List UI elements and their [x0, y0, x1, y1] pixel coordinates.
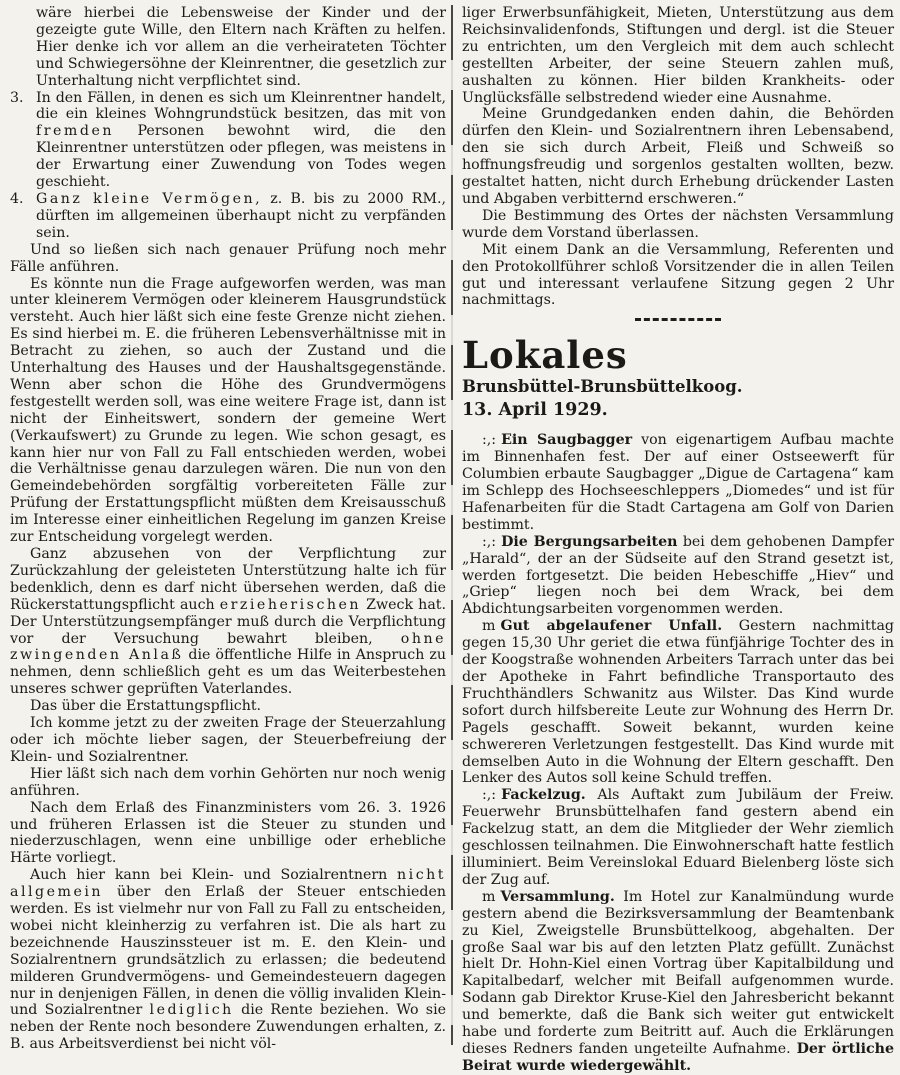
- paragraph: [462, 208, 894, 242]
- text-segment: wäre hierbei die Lebensweise der Kinder und der gezeigte gute Wille, den Eltern nach Kräften zu helfen. Hier denke ich vor allem an die verheirateten Töchter und Schwiegersöhne der Kleinrentner, die gesetzlich zur Unterhaltung nicht verpflichtet sind.: [36, 5, 446, 89]
- text-segment: Und so ließen sich nach genauer Prüfung noch mehr Fälle anführen.: [10, 241, 446, 275]
- article-continuation: [462, 5, 894, 309]
- lokales-subtitle: Brunsbüttel-Brunsbüttelkoog.: [462, 377, 743, 397]
- text-segment: ohne zwingenden Anlaß: [10, 630, 446, 664]
- paragraph: [36, 5, 446, 90]
- text-segment: Ganz abzusehen von der Verpflichtung zur Zurückzahlung der geleisteten Unterstützung halte ich für bedenklich, denn es darf nicht übersehen werden, daß die Rückerstattungspflicht auch: [10, 546, 446, 613]
- news-item: [462, 787, 894, 888]
- text-segment: Personen bewohnt wird, die den Kleinrentner unterstützen oder pflegen, was meistens in der Erwartung einer Zuwendung von Todes wegen geschieht.: [36, 123, 446, 191]
- item-marker: :,:: [482, 787, 497, 804]
- paragraph: [10, 276, 446, 547]
- numbered-item: [10, 190, 447, 242]
- right-column: [460, 5, 896, 1074]
- item-lead: Ein Saugbagger: [501, 432, 633, 449]
- numbered-item: [10, 89, 446, 191]
- text-segment: die öffentliche Hilfe in Anspruch zu nehmen, denn schließlich geht es um das Weiterbestehen unseres schwer geprüften Vaterlandes.: [10, 647, 446, 698]
- item-marker: :,:: [482, 432, 497, 449]
- text-segment: Gestern nachmittag gegen 15,30 Uhr geriet die etwa fünfjährige Tochter des in der Koogstraße wohnenden Arbeiters Tarrach unter das bei der Apotheke in Fahrt befindliche Transportauto des Fruchthändlers Schwanitz aus Wilster. Das Kind wurde sofort durch hilfsbereite Leute zur Wohnung des Herrn Dr. Pagels geschafft. Soweit bekannt, wurden keine schwereren Verletzungen festgestellt. Das Kind wurde mit demselben Auto in die Wohnung der Eltern geschafft. Den Lenker des Autos soll keine Schuld treffen.: [462, 618, 894, 787]
- text-segment: z. B. bis zu 2000 RM., dürften im allgemeinen überhaupt nicht zu verpfänden sein.: [36, 190, 447, 241]
- item-lead: Die Bergungsarbeiten: [501, 533, 678, 550]
- paragraph: [10, 867, 446, 1053]
- lokales-header: [462, 335, 894, 422]
- text-segment: erzieherischen: [219, 596, 362, 613]
- column-divider-rule: [451, 5, 453, 1045]
- text-segment: Ich komme jetzt zu der zweiten Frage der Steuerzahlung oder ich möchte lieber sagen, der Steuerbefreiung der Klein- und Sozialrentner.: [10, 715, 446, 765]
- paragraph: [462, 5, 894, 106]
- lokales-title: Lokales: [462, 333, 628, 378]
- item-marker: m: [482, 618, 496, 635]
- text-segment: Nach dem Erlaß des Finanzministers vom 26. 3. 1926 und früheren Erlassen ist die Steuer zu stunden und niederzuschlagen, wenn eine unbillige oder erhebliche Härte vorliegt.: [10, 799, 446, 867]
- text-segment: Auch hier kann bei Klein- und Sozialrentnern: [30, 867, 398, 884]
- paragraph: [10, 546, 446, 698]
- paragraph: [10, 766, 446, 800]
- text-segment: über den Erlaß der Steuer entschieden werden. Es ist vielmehr nur von Fall zu Fall zu entscheiden, wobei nicht kleinherzig zu verfahren ist. Die als hart zu bezeichnende Hauszinssteuer ist m. E. den Klein- und Sozialrentnern grundsätzlich zu erlassen; die bedeutend milderen Grundvermögens- und Gemeindesteuern dagegen nur in denjenigen Fällen, in denen die völlig invaliden Klein- und Sozialrentner: [10, 884, 446, 1019]
- text-segment: bei dem gehobenen Dampfer „Harald“, der an der Südseite auf den Strand gesetzt ist, werden fortgesetzt. Die beiden Hebeschiffe „Hiev“ und „Griep“ liegen noch bei dem Wrack, bei dem Abdichtungsarbeiten vorgenommen werden.: [462, 533, 894, 618]
- item-lead: Versammlung.: [500, 888, 615, 905]
- text-segment: fremden: [36, 123, 114, 140]
- section-divider: [635, 318, 721, 321]
- item-lead: Fackelzug.: [501, 787, 586, 804]
- news-item: [462, 432, 894, 533]
- text-segment: In den Fällen, in denen es sich um Kleinrentner handelt, die ein kleines Wohngrundstück besitzen, das mit von: [36, 89, 446, 123]
- item-lead: Gut abgelaufener Unfall.: [500, 618, 723, 635]
- text-segment: Der örtliche Beirat wurde wiedergewählt.: [462, 1040, 894, 1074]
- text-segment: die Rente beziehen. Wo sie neben der Rente noch besondere Zuwendungen erhalten, z. B. aus Arbeitsverdienst bei nicht völ-: [10, 1002, 446, 1053]
- text-segment: Hier läßt sich nach dem vorhin Gehörten nur noch wenig anführen.: [10, 765, 446, 799]
- item-marker: m: [482, 888, 496, 905]
- news-items: [462, 432, 894, 1074]
- text-segment: Zweck hat. Der Unterstützungsempfänger muß durch die Verpflichtung vor der Versuchung bewahrt bleiben,: [10, 596, 446, 647]
- news-item: [462, 534, 894, 619]
- paragraph: [10, 715, 446, 766]
- news-item: [462, 889, 894, 1075]
- paragraph: [10, 698, 446, 715]
- text-segment: Ganz kleine Vermögen,: [36, 190, 263, 207]
- text-segment: liger Erwerbsunfähigkeit, Mieten, Unterstützung aus dem Reichsinvalidenfonds, Stiftungen und dergl. ist die Steuer zu entrichten, um den Vergleich mit dem auch schlecht gestellten Arbeiter, der seine Steuern zahlen muß, aushalten zu können. Hier bilden Krankheits- oder Unglücksfälle selbstredend wieder eine Ausnahme.: [462, 5, 894, 106]
- text-segment: Das über die Erstattungspflicht.: [30, 698, 262, 715]
- item-number: 3.: [10, 89, 24, 106]
- text-segment: von eigenartigem Aufbau machte im Binnenhafen fest. Der auf einer Ostseewerft für Columbien erbaute Saugbagger „Digue de Cartagena“ kam im Schlepp des Hochseeschleppers „Diomedes“ und ist für Hafenarbeiten für die Stadt Cartagena am Golf von Darien bestimmt.: [462, 432, 894, 533]
- text-segment: Meine Grundgedanken enden dahin, die Behörden dürfen den Klein- und Sozialrentnern ihren Lebensabend, den sie sich durch Arbeit, Fleiß und Schweiß so hoffnungsfreudig und sorgenlos gestalten wollten, bezw. gestaltet hatten, nicht durch Erhebung drückender Lasten und Abgaben verbitternd erschweren.“: [462, 106, 894, 207]
- paragraph: [462, 242, 894, 310]
- lokales-date: 13. April 1929.: [462, 400, 608, 421]
- left-column: [10, 5, 447, 1053]
- text-segment: Mit einem Dank an die Versammlung, Referenten und den Protokollführer schloß Vorsitzender die in allen Teilen gut und interessant verlaufene Sitzung gegen 2 Uhr nachmittags.: [462, 241, 894, 309]
- paragraph: [10, 800, 446, 868]
- text-segment: nicht allgemein: [10, 867, 446, 901]
- item-marker: :,:: [482, 533, 497, 550]
- paragraph: [10, 242, 446, 276]
- text-segment: Als Auftakt zum Jubiläum der Freiw. Feuerwehr Brunsbüttelhafen fand gestern abend ein Fackelzug statt, an dem die Mitglieder der Wehr ziemlich geschlossen teilnahmen. Die Einwohnerschaft hatte festlich illuminiert. Beim Vereinslokal Eduard Bielenberg löste sich der Zug auf.: [462, 787, 894, 888]
- paragraph: [462, 106, 894, 207]
- item-number: 4.: [10, 190, 24, 207]
- news-item: [462, 618, 894, 787]
- text-segment: Die Bestimmung des Ortes der nächsten Versammlung wurde dem Vorstand überlassen.: [462, 207, 894, 241]
- text-segment: Im Hotel zur Kanalmündung wurde gestern abend die Bezirksversammlung der Beamtenbank zu Kiel, Zweigstelle Brunsbüttelkoog, abgehalten. Der große Saal war bis auf den letzten Platz gefüllt. Zunächst hielt Dr. Hohn-Kiel einen Vortrag über Kapitalbildung und Kapitalbedarf, welcher mit Beifall aufgenommen wurde. Sodann gab Direktor Kruse-Kiel den Jahresbericht bekannt und bemerkte, daß die Bank sich weiter gut entwickelt habe und forderte zum Beitritt auf. Auch die Erklärungen dieses Redners fanden ungeteilte Aufnahme.: [462, 888, 894, 1057]
- text-segment: lediglich: [149, 1002, 234, 1019]
- text-segment: Es könnte nun die Frage aufgeworfen werden, was man unter kleinerem Vermögen oder kleinerem Hausgrundstück versteht. Auch hier läßt sich eine feste Grenze nicht ziehen. Es sind hierbei m. E. die früheren Lebensverhältnisse mit in Betracht zu ziehen, so auch der Zustand und die Unterhaltung des Hauses und der Haushaltsgegenstände. Wenn aber schon die Höhe des Grundvermögens festgestellt werden soll, was eine weitere Frage ist, dann ist nicht der Einheitswert, sondern der gemeine Wert (Verkaufswert) zu Grunde zu legen. Wie schon gesagt, es kann hier nur von Fall zu Fall entschieden werden, wobei die Verhältnisse genau darzulegen wären. Die nun von den Gemeindebehörden sorgfältig vorbereiteten Fälle zur Prüfung der Erstattungspflicht müßten dem Kreisausschuß im Interesse einer einheitlichen Regelung im ganzen Kreise zur Entscheidung vorgelegt werden.: [10, 275, 446, 546]
